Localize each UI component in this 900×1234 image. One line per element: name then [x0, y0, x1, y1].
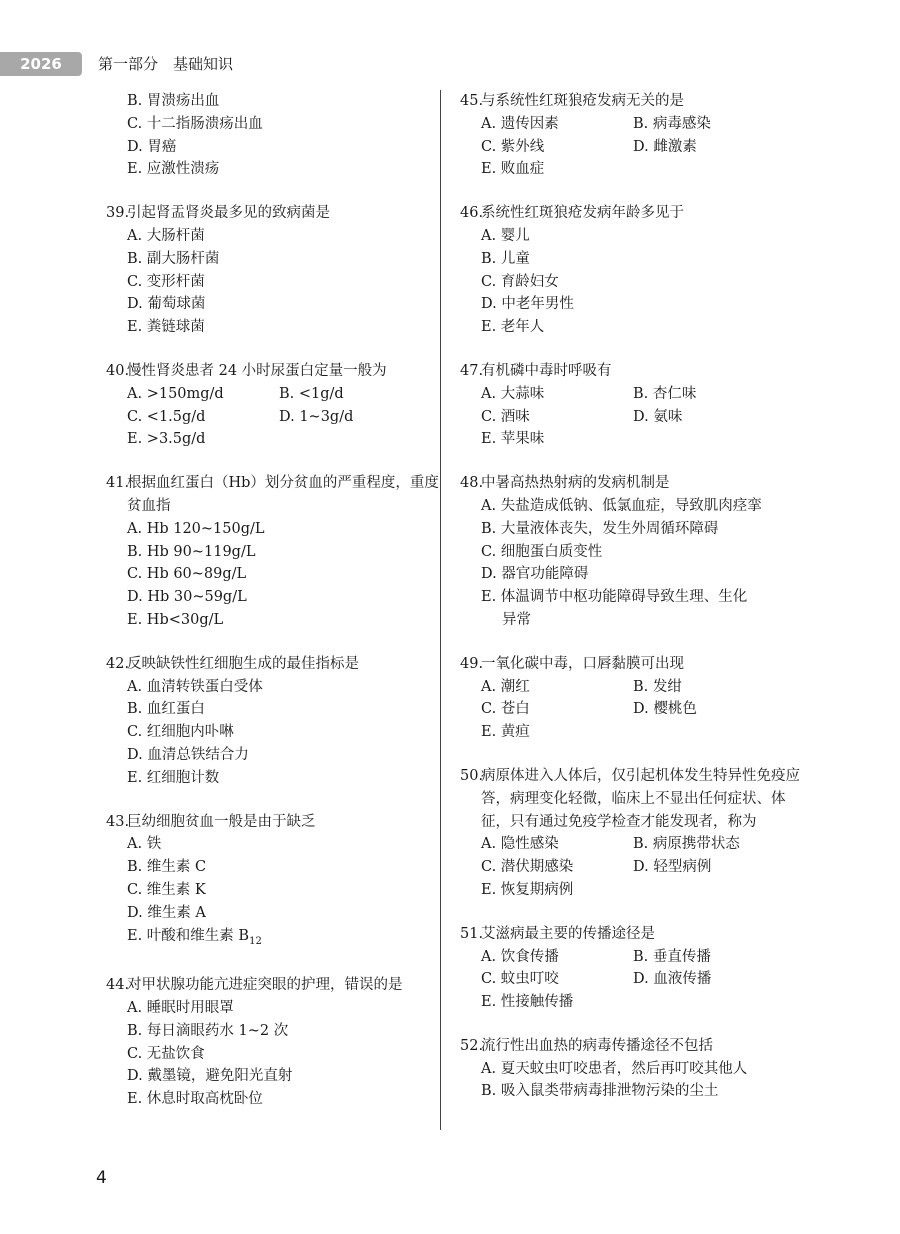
option: C. 潜伏期感染 — [481, 859, 574, 876]
question-stem: 中暑高热热射病的发病机制是 — [481, 475, 670, 492]
option: D. Hb 30~59g/L — [127, 589, 247, 606]
question-stem: 与系统性红斑狼疮发病无关的是 — [481, 93, 684, 109]
right-column — [460, 90, 800, 1124]
option: D. 雌激素 — [633, 138, 697, 155]
question-stem: 一氧化碳中毒，口唇黏膜可出现 — [481, 655, 684, 672]
page-number: 4 — [96, 1168, 107, 1188]
option: C. 蚊虫叮咬 — [481, 971, 559, 988]
question-number: 42. — [106, 655, 130, 672]
option: A. 血清转铁蛋白受体 — [127, 678, 263, 695]
question-40 — [106, 360, 446, 451]
option: D. 器官功能障碍 — [481, 566, 589, 583]
option: E. 休息时取高枕卧位 — [127, 1091, 263, 1108]
option: D. 维生素 A — [127, 904, 206, 921]
option: B. 病毒感染 — [633, 115, 711, 132]
option: E. 体温调节中枢功能障碍导致生理、生化 — [481, 589, 748, 606]
question-number: 50. — [460, 767, 484, 784]
option: C. 育龄妇女 — [481, 273, 559, 290]
option: B. 杏仁味 — [633, 385, 697, 402]
question-stem: 慢性肾炎患者 24 小时尿蛋白定量一般为 — [127, 362, 387, 379]
option: C. 细胞蛋白质变性 — [481, 543, 603, 560]
option-continuation: 异常 — [502, 611, 531, 628]
option: D. 戴墨镜，避免阳光直射 — [127, 1068, 293, 1085]
question-number: 51. — [460, 925, 484, 942]
option: C. 无盐饮食 — [127, 1045, 205, 1062]
year-badge: 2026 — [0, 52, 82, 76]
question-46 — [460, 202, 800, 339]
question-stem: 根据血红蛋白（Hb）划分贫血的严重程度，重度贫血指 — [127, 475, 439, 514]
question-number: 44. — [106, 977, 130, 994]
option: A. 大肠杆菌 — [127, 227, 205, 244]
question-stem: 巨幼细胞贫血一般是由于缺乏 — [127, 813, 316, 830]
option: C. 红细胞内卟啉 — [127, 724, 234, 741]
option: D. 樱桃色 — [633, 701, 697, 718]
option: E. 性接触传播 — [481, 994, 574, 1011]
option: E. Hb<30g/L — [127, 611, 224, 628]
option: A. 大蒜味 — [481, 385, 545, 402]
question-stem: 引起肾盂肾炎最多见的致病菌是 — [127, 205, 330, 222]
option: E. 苹果味 — [481, 431, 545, 448]
option: C. 紫外线 — [481, 138, 545, 155]
option: E. 黄疸 — [481, 724, 530, 741]
option: D. 中老年男性 — [481, 296, 574, 313]
question-51 — [460, 923, 800, 1014]
option: C. 十二指肠溃疡出血 — [127, 115, 263, 132]
option: B. Hb 90~119g/L — [127, 543, 256, 560]
question-stem: 反映缺铁性红细胞生成的最佳指标是 — [127, 655, 359, 672]
option: A. 潮红 — [481, 678, 530, 695]
question-42 — [106, 653, 446, 790]
question-number: 39. — [106, 205, 130, 222]
option: A. Hb 120~150g/L — [127, 520, 265, 537]
option: C. 酒味 — [481, 408, 530, 425]
option: E. 红细胞计数 — [127, 769, 220, 786]
option: A. 隐性感染 — [481, 836, 559, 853]
option: C. 苍白 — [481, 701, 530, 718]
question-number: 43. — [106, 813, 130, 830]
option: B. 副大肠杆菌 — [127, 250, 220, 267]
question-number: 47. — [460, 362, 484, 379]
question-number: 45. — [460, 93, 484, 109]
option: D. 葡萄球菌 — [127, 296, 206, 313]
question-45 — [460, 90, 800, 181]
option: B. 垂直传播 — [633, 948, 711, 965]
subscript: 12 — [249, 935, 262, 947]
option: D. 氨味 — [633, 408, 683, 425]
question-stem: 系统性红斑狼疮发病年龄多见于 — [481, 205, 684, 222]
option: B. 血红蛋白 — [127, 701, 205, 718]
question-stem: 对甲状腺功能亢进症突眼的护理，错误的是 — [127, 977, 403, 994]
question-48 — [460, 472, 800, 632]
option: A. 饮食传播 — [481, 948, 559, 965]
left-column — [106, 90, 446, 1132]
option: D. 胃癌 — [127, 138, 177, 155]
question-39 — [106, 202, 446, 339]
option: C. Hb 60~89g/L — [127, 566, 247, 583]
running-header — [0, 52, 900, 76]
question-49 — [460, 653, 800, 744]
question-number: 49. — [460, 655, 484, 672]
question-number: 46. — [460, 205, 484, 222]
option: C. <1.5g/d — [127, 408, 206, 425]
option: A. 失盐造成低钠、低氯血症，导致肌肉痉挛 — [481, 497, 762, 514]
question-stem: 流行性出血热的病毒传播途径不包括 — [481, 1037, 713, 1054]
option: B. 病原携带状态 — [633, 836, 740, 853]
option: B. 儿童 — [481, 250, 530, 267]
option: A. 夏天蚊虫叮咬患者，然后再叮咬其他人 — [481, 1060, 748, 1077]
question-number: 48. — [460, 475, 484, 492]
question-number: 41. — [106, 475, 130, 492]
option: E. 恢复期病例 — [481, 881, 574, 898]
option: B. <1g/d — [279, 385, 344, 402]
option: A. 铁 — [127, 836, 162, 853]
question-number: 52. — [460, 1037, 484, 1054]
question-44 — [106, 974, 446, 1111]
question-41 — [106, 472, 446, 632]
option: B. 大量液体丧失，发生外周循环障碍 — [481, 520, 719, 537]
option: E. 粪链球菌 — [127, 319, 205, 336]
option: E. 败血症 — [481, 161, 545, 178]
option: B. 发绀 — [633, 678, 682, 695]
option: C. 维生素 K — [127, 881, 206, 898]
question-52 — [460, 1035, 800, 1103]
question-38-continuation — [106, 90, 446, 181]
question-stem: 病原体进入人体后，仅引起机体发生特异性免疫应答，病理变化轻微，临床上不显出任何症状、体征，只有通过免疫学检查才能发现者，称为 — [481, 767, 800, 830]
option: B. 吸入鼠类带病毒排泄物污染的尘土 — [481, 1083, 719, 1100]
question-number: 40. — [106, 362, 130, 379]
option: A. 睡眠时用眼罩 — [127, 999, 234, 1016]
option: A. 遗传因素 — [481, 115, 559, 132]
option: A. 婴儿 — [481, 227, 530, 244]
option: A. >150mg/d — [127, 385, 224, 402]
option: D. 血液传播 — [633, 971, 712, 988]
option-text: E. 叶酸和维生素 B — [127, 927, 250, 944]
option: B. 胃溃疡出血 — [127, 93, 220, 109]
question-stem: 艾滋病最主要的传播途径是 — [481, 925, 655, 942]
option: D. 轻型病例 — [633, 859, 712, 876]
option: E. >3.5g/d — [127, 431, 206, 448]
option: B. 每日滴眼药水 1~2 次 — [127, 1022, 289, 1039]
option: E. 老年人 — [481, 319, 545, 336]
option: B. 维生素 C — [127, 859, 207, 876]
question-stem: 有机磷中毒时呼吸有 — [481, 362, 612, 379]
option: E. 应激性溃疡 — [127, 161, 220, 178]
option: D. 1~3g/d — [279, 408, 354, 425]
option: C. 变形杆菌 — [127, 273, 205, 290]
question-47 — [460, 360, 800, 451]
option: D. 血清总铁结合力 — [127, 746, 249, 763]
question-43 — [106, 811, 446, 954]
option — [127, 925, 446, 954]
section-title: 第一部分 基础知识 — [98, 55, 234, 73]
question-50 — [460, 765, 800, 902]
